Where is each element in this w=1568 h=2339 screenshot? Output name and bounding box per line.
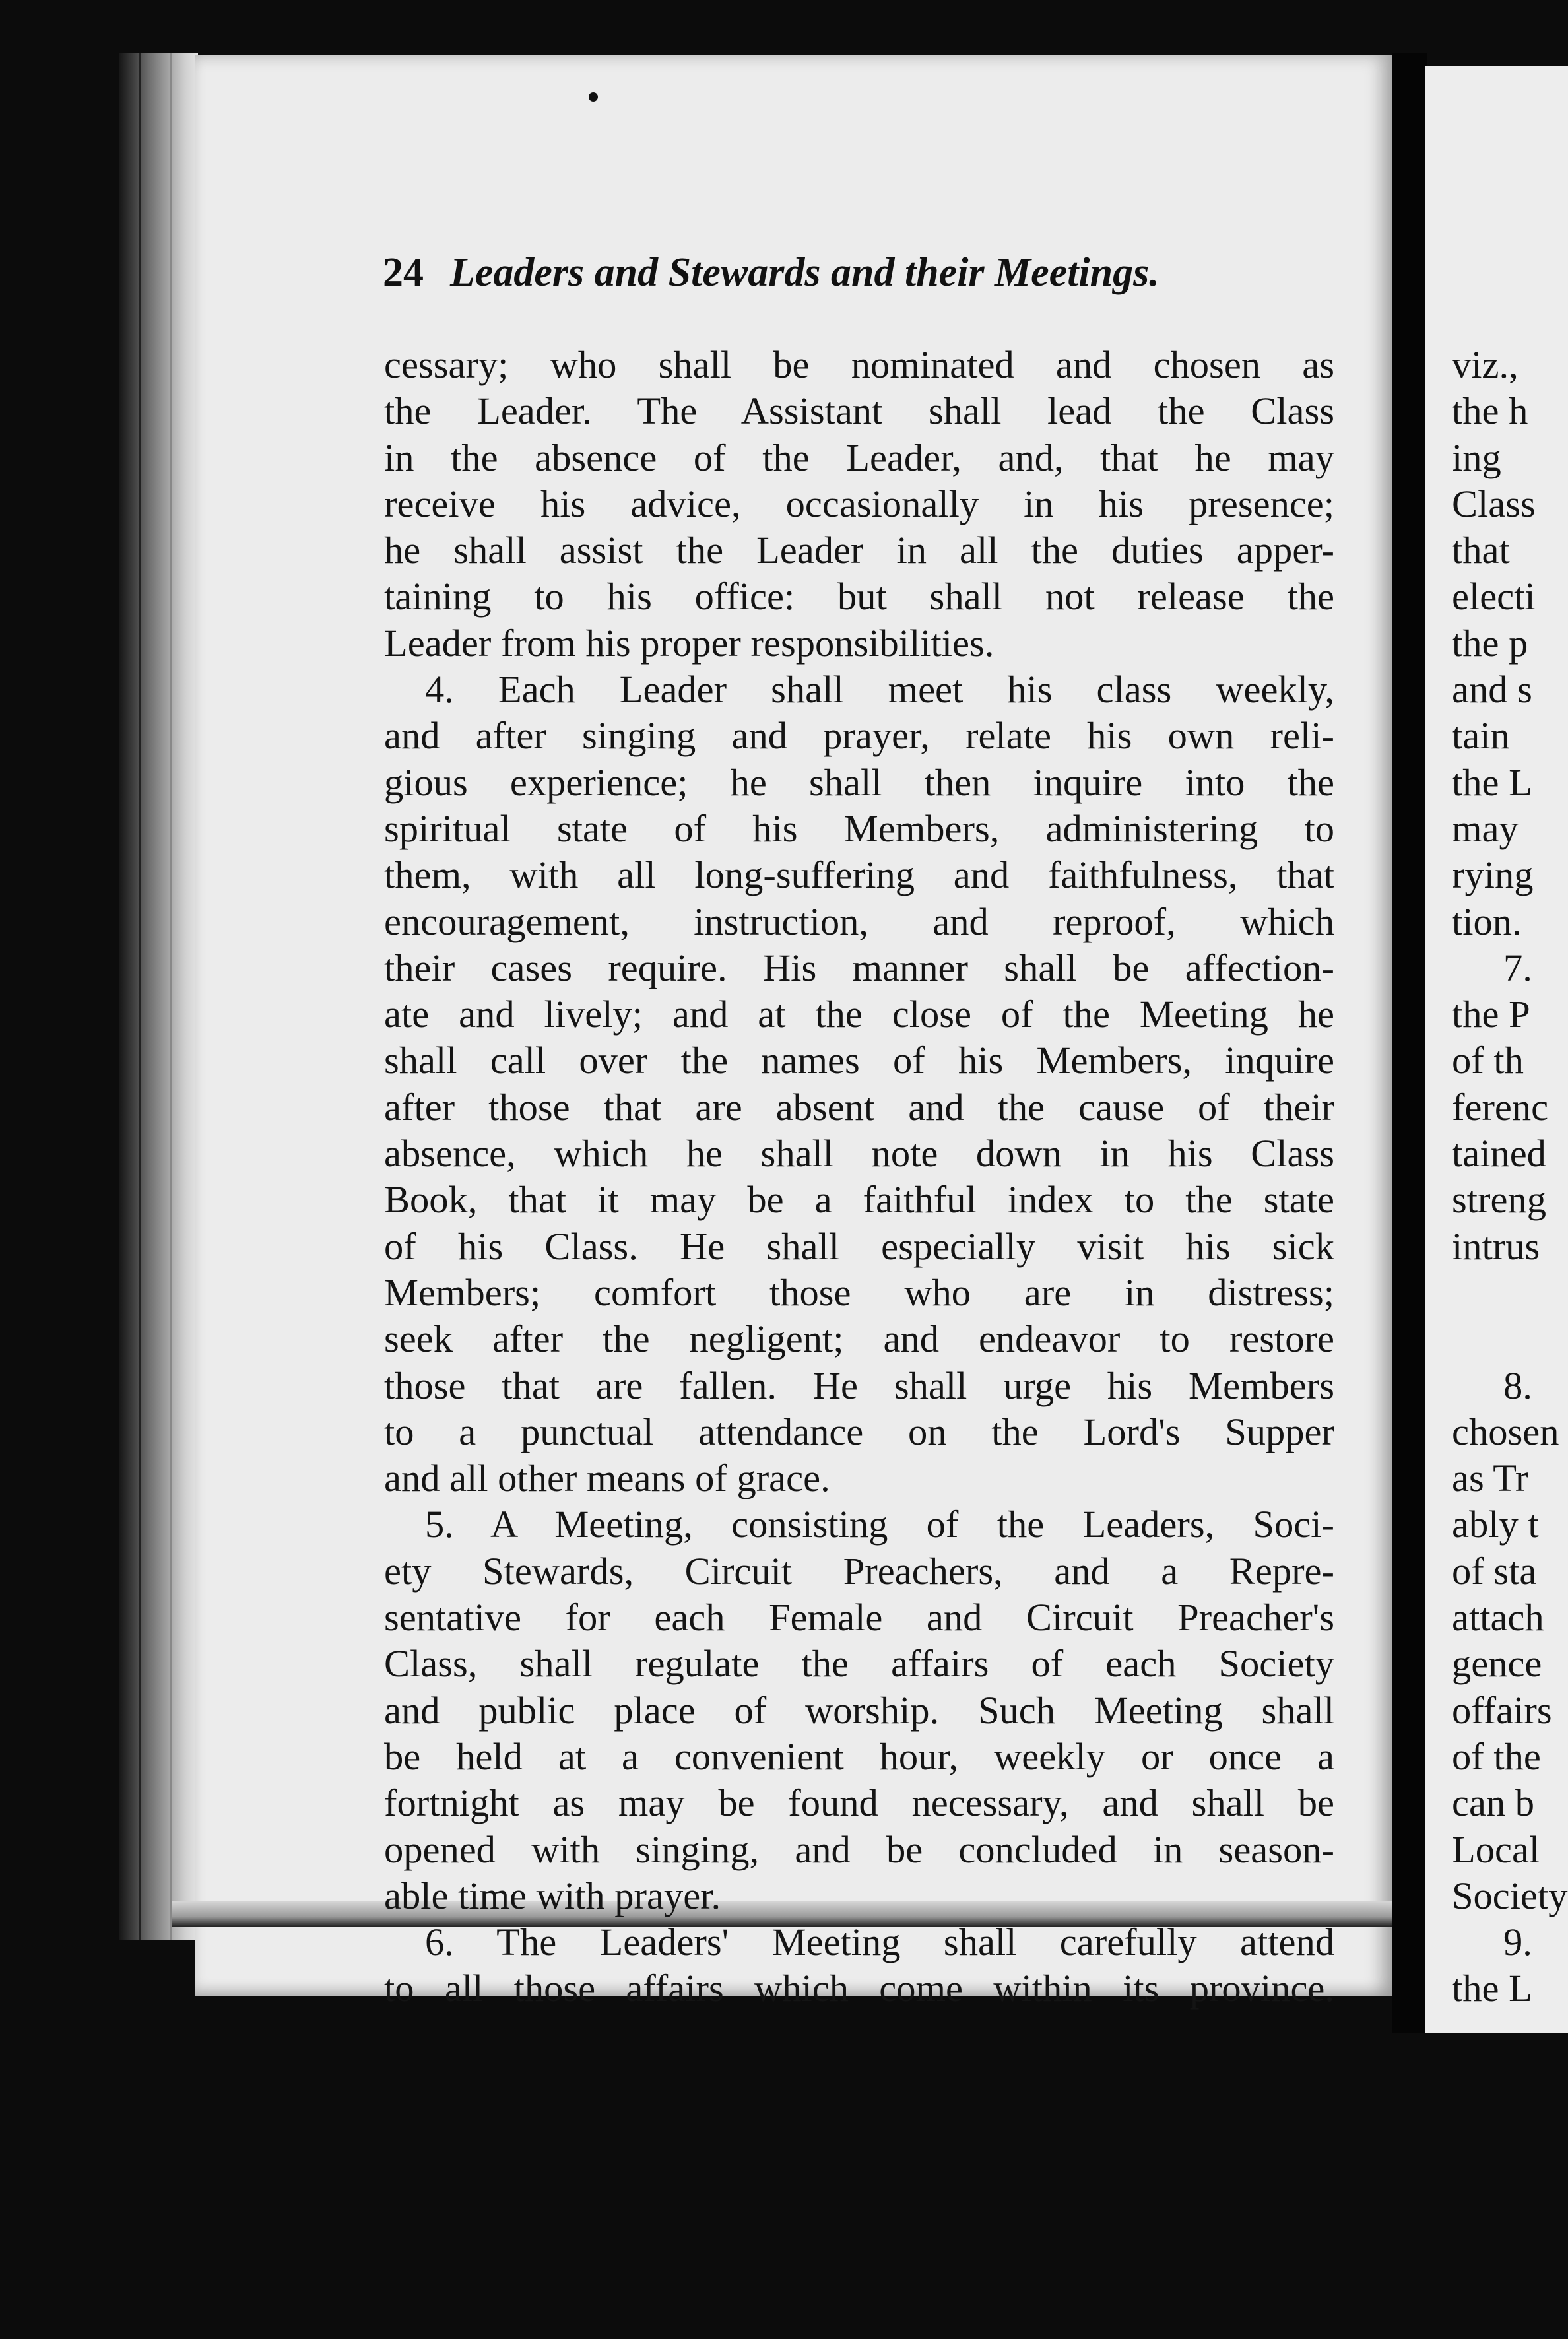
right-text-line: tain — [1452, 714, 1510, 758]
right-text-line: offairs — [1452, 1688, 1552, 1732]
right-text-line: 8. — [1503, 1364, 1532, 1407]
text-line: he shall assist the Leader in all the duties apper- — [384, 529, 1334, 572]
running-head — [383, 249, 1320, 309]
right-text-line: tained — [1452, 1132, 1546, 1175]
right-text-line: ferenc — [1452, 1085, 1549, 1129]
right-text-line: 9. — [1503, 1921, 1532, 1964]
text-line: receive his advice, occasionally in his presence; — [384, 482, 1334, 525]
right-text-line: rying — [1452, 853, 1534, 897]
right-text-line: of sta — [1452, 1549, 1537, 1593]
right-text-line: ing — [1452, 436, 1501, 479]
right-text-line: Society — [1452, 1874, 1568, 1917]
text-line: taining to his office: but shall not release the — [384, 575, 1334, 618]
text-line: after those that are absent and the cause of their — [384, 1085, 1334, 1129]
right-text-line: ably t — [1452, 1503, 1539, 1546]
blank-line — [1452, 1270, 1568, 1316]
text-line: Class, shall regulate the affairs of each Society — [384, 1642, 1334, 1686]
text-line: Members; comfort those who are in distress; — [384, 1270, 1334, 1314]
text-line: spiritual state of his Members, administering to — [384, 807, 1334, 850]
text-line: their cases require. His manner shall be affection- — [384, 946, 1334, 989]
right-page-partial-text — [1452, 342, 1568, 2012]
text-line: the Leader. The Assistant shall lead the Class — [384, 389, 1334, 433]
text-line: absence, which he shall note down in his Class — [384, 1132, 1334, 1175]
right-text-line: 7. — [1503, 946, 1532, 989]
right-text-line: chosen — [1452, 1410, 1559, 1453]
text-line: to a punctual attendance on the Lord's Supper — [384, 1410, 1334, 1453]
text-line: shall call over the names of his Members, inquire — [384, 1039, 1334, 1082]
text-line: cessary; who shall be nominated and chosen as — [384, 343, 1334, 386]
text-line: Leader from his proper responsibilities. — [384, 621, 995, 665]
right-text-line: the h — [1452, 389, 1528, 433]
book-binding-edge — [119, 53, 198, 1940]
right-text-line: the p — [1452, 621, 1528, 665]
text-line: seek after the negligent; and endeavor to restore — [384, 1317, 1334, 1361]
right-text-line: the P — [1452, 993, 1530, 1036]
right-text-line: may — [1452, 807, 1519, 850]
paragraph-5-start: 5. A Meeting, consisting of the Leaders, Soci- — [425, 1503, 1334, 1546]
text-line: Book, that it may be a faithful index to the state — [384, 1178, 1334, 1222]
text-line: them, with all long-suffering and faithfulness, that — [384, 853, 1334, 897]
text-line: and after singing and prayer, relate his own reli- — [384, 714, 1334, 758]
right-text-line: Local — [1452, 1828, 1540, 1871]
text-line: fortnight as may be found necessary, and shall be — [384, 1781, 1334, 1825]
right-text-line: and s — [1452, 668, 1532, 711]
right-text-line: can b — [1452, 1781, 1535, 1825]
text-line: opened with singing, and be concluded in season- — [384, 1828, 1334, 1871]
right-text-line: gence — [1452, 1642, 1542, 1686]
text-line: ety Stewards, Circuit Preachers, and a Repre- — [384, 1549, 1334, 1593]
right-text-line: the L — [1452, 1967, 1532, 2010]
text-line: those that are fallen. He shall urge his Members — [384, 1364, 1334, 1407]
right-text-line: of the — [1452, 1734, 1541, 1778]
text-line: encouragement, instruction, and reproof, which — [384, 900, 1334, 943]
ink-dot — [589, 92, 598, 102]
right-text-line: that — [1452, 529, 1510, 572]
text-line: of his Class. He shall especially visit his sick — [384, 1224, 1334, 1268]
left-page-body — [384, 342, 1334, 2012]
text-line: be held at a convenient hour, weekly or once a — [384, 1734, 1334, 1778]
text-line: and public place of worship. Such Meeting shall — [384, 1688, 1334, 1732]
right-text-line: of th — [1452, 1039, 1524, 1082]
book-gutter — [1392, 53, 1427, 2033]
right-text-line: electi — [1452, 575, 1536, 618]
page-number: 24 — [383, 250, 424, 295]
right-text-line: viz., — [1452, 343, 1519, 386]
right-text-line: intrus — [1452, 1224, 1540, 1268]
blank-line — [1452, 1316, 1568, 1362]
right-text-line: the L — [1452, 760, 1532, 804]
right-text-line: attach — [1452, 1596, 1544, 1639]
text-line: able time with prayer. — [384, 1874, 721, 1917]
right-text-line: Class — [1452, 482, 1536, 525]
text-line: and all other means of grace. — [384, 1457, 830, 1500]
text-line: gious experience; he shall then inquire into the — [384, 760, 1334, 804]
paragraph-6-start: 6. The Leaders' Meeting shall carefully attend — [425, 1921, 1334, 1964]
text-line: ate and lively; and at the close of the Meeting he — [384, 993, 1334, 1036]
text-line: in the absence of the Leader, and, that he may — [384, 436, 1334, 479]
right-text-line: streng — [1452, 1178, 1546, 1222]
text-line: sentative for each Female and Circuit Preacher's — [384, 1596, 1334, 1639]
paragraph-4-start: 4. Each Leader shall meet his class weekly, — [425, 668, 1334, 711]
right-text-line: as Tr — [1452, 1457, 1528, 1500]
running-head-title: Leaders and Stewards and their Meetings. — [450, 250, 1160, 295]
right-text-line: tion. — [1452, 900, 1522, 943]
text-line: to all those affairs which come within its province. — [384, 1967, 1334, 2010]
